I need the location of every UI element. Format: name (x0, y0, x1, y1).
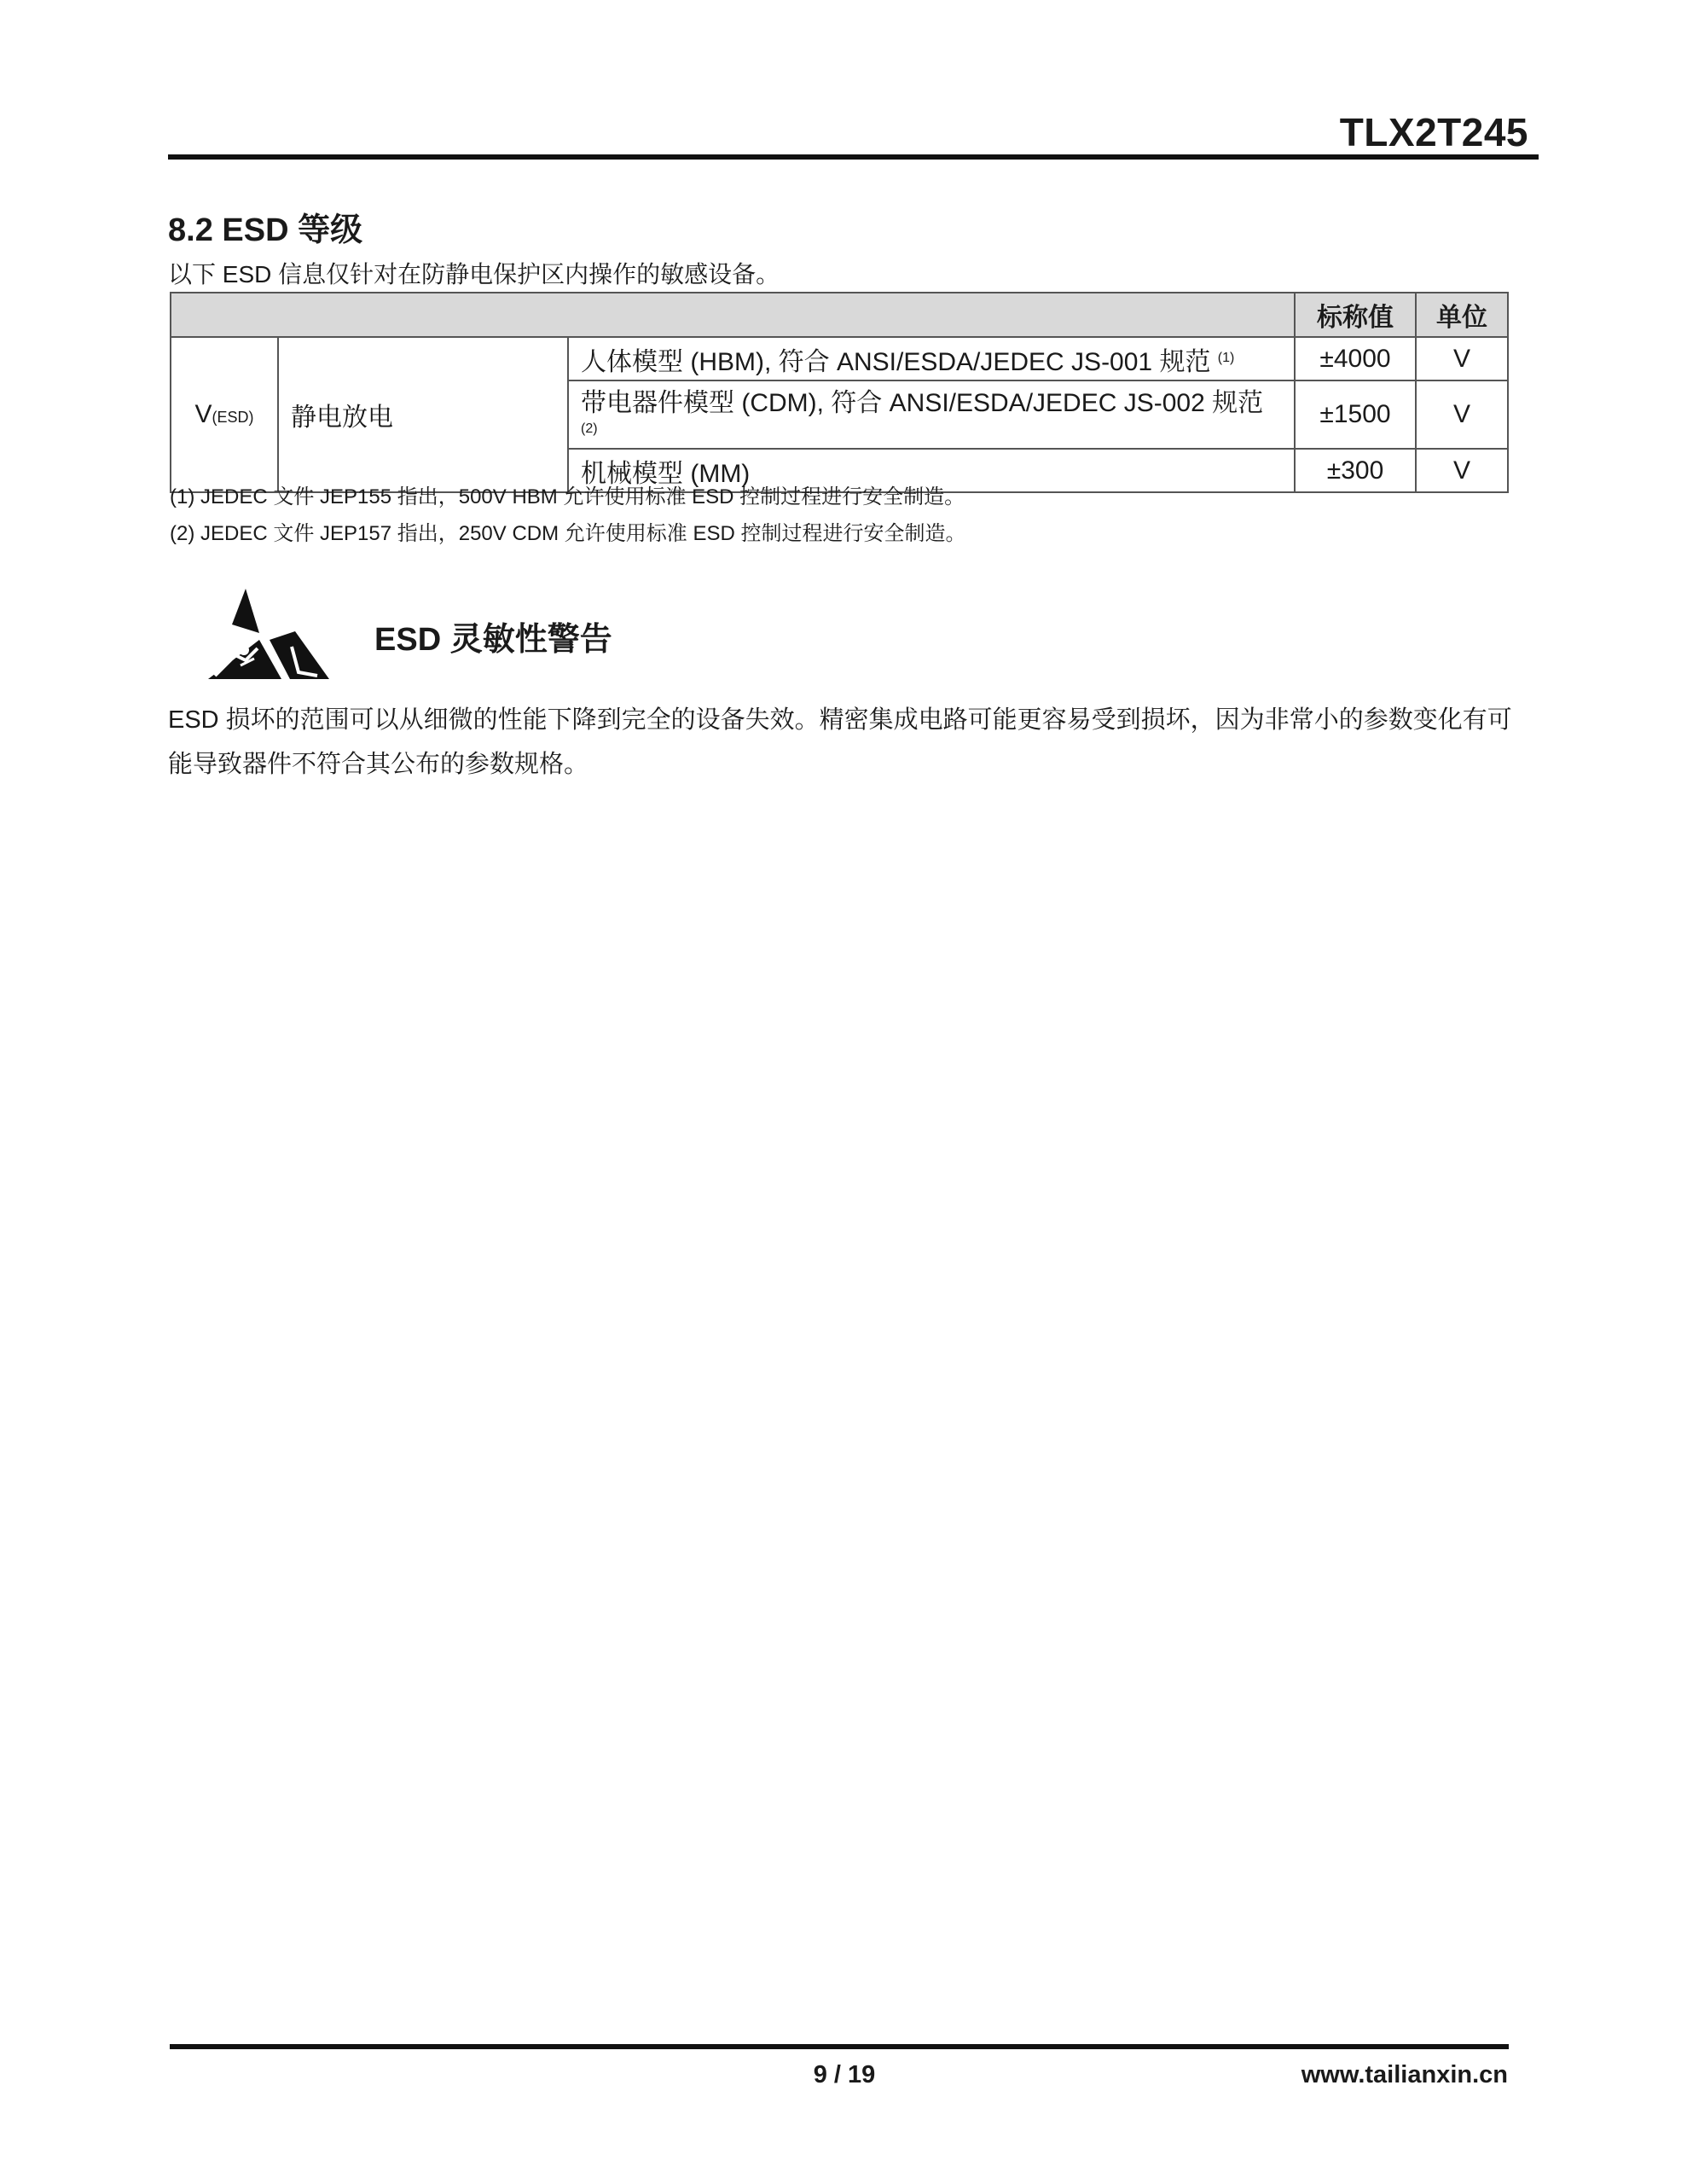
section-intro: 以下 ESD 信息仅针对在防静电保护区内操作的敏感设备。 (168, 261, 780, 288)
table-header-row (171, 293, 1508, 337)
esd-rating-table (170, 292, 1509, 493)
footnote-1: (1) JEDEC 文件 JEP155 指出，500V HBM 允许使用标准 ESD 控制过程进行安全制造。 (170, 485, 965, 508)
table-header-blank (171, 293, 1295, 337)
warning-body: ESD 损坏的范围可以从细微的性能下降到完全的设备失效。精密集成电路可能更容易受到损坏，因为非常小的参数变化有可能导致器件不符合其公布的参数规格。 (168, 706, 1512, 778)
footnote-2: (2) JEDEC 文件 JEP157 指出，250V CDM 允许使用标准 ESD 控制过程进行安全制造。 (170, 522, 966, 545)
col-header-value: 标称值 (1295, 293, 1416, 337)
document-title: TLX2T245 (1339, 110, 1528, 154)
esd-warning-icon (206, 587, 331, 687)
table-row (171, 337, 1508, 380)
page-number: 9 / 19 (813, 2061, 876, 2088)
value-cell: ±4000 (1295, 337, 1416, 380)
footnote-ref: (1) (1217, 350, 1235, 365)
condition-text: 带电器件模型 (CDM), 符合 ANSI/ESDA/JEDEC JS-002 规范 (581, 389, 1264, 417)
unit-cell: V (1416, 380, 1508, 449)
col-header-unit: 单位 (1416, 293, 1508, 337)
condition-cell (568, 337, 1295, 380)
condition-text: 机械模型 (MM) (581, 459, 751, 488)
unit-cell: V (1416, 337, 1508, 380)
section-title: 8.2 ESD 等级 (168, 212, 363, 248)
symbol-subscript: (ESD) (212, 409, 254, 426)
symbol-cell (171, 337, 278, 492)
symbol-main: V (194, 400, 212, 428)
header-divider (168, 154, 1539, 160)
unit-cell: V (1416, 449, 1508, 492)
parameter-cell: 静电放电 (278, 337, 568, 492)
value-cell: ±300 (1295, 449, 1416, 492)
value-cell: ±1500 (1295, 380, 1416, 449)
footer-divider (170, 2044, 1509, 2049)
website-link[interactable]: www.tailianxin.cn (1301, 2061, 1508, 2088)
condition-cell (568, 380, 1295, 449)
warning-title: ESD 灵敏性警告 (374, 622, 612, 658)
condition-text: 人体模型 (HBM), 符合 ANSI/ESDA/JEDEC JS-001 规范 (581, 347, 1211, 376)
footnote-ref: (2) (581, 421, 598, 436)
